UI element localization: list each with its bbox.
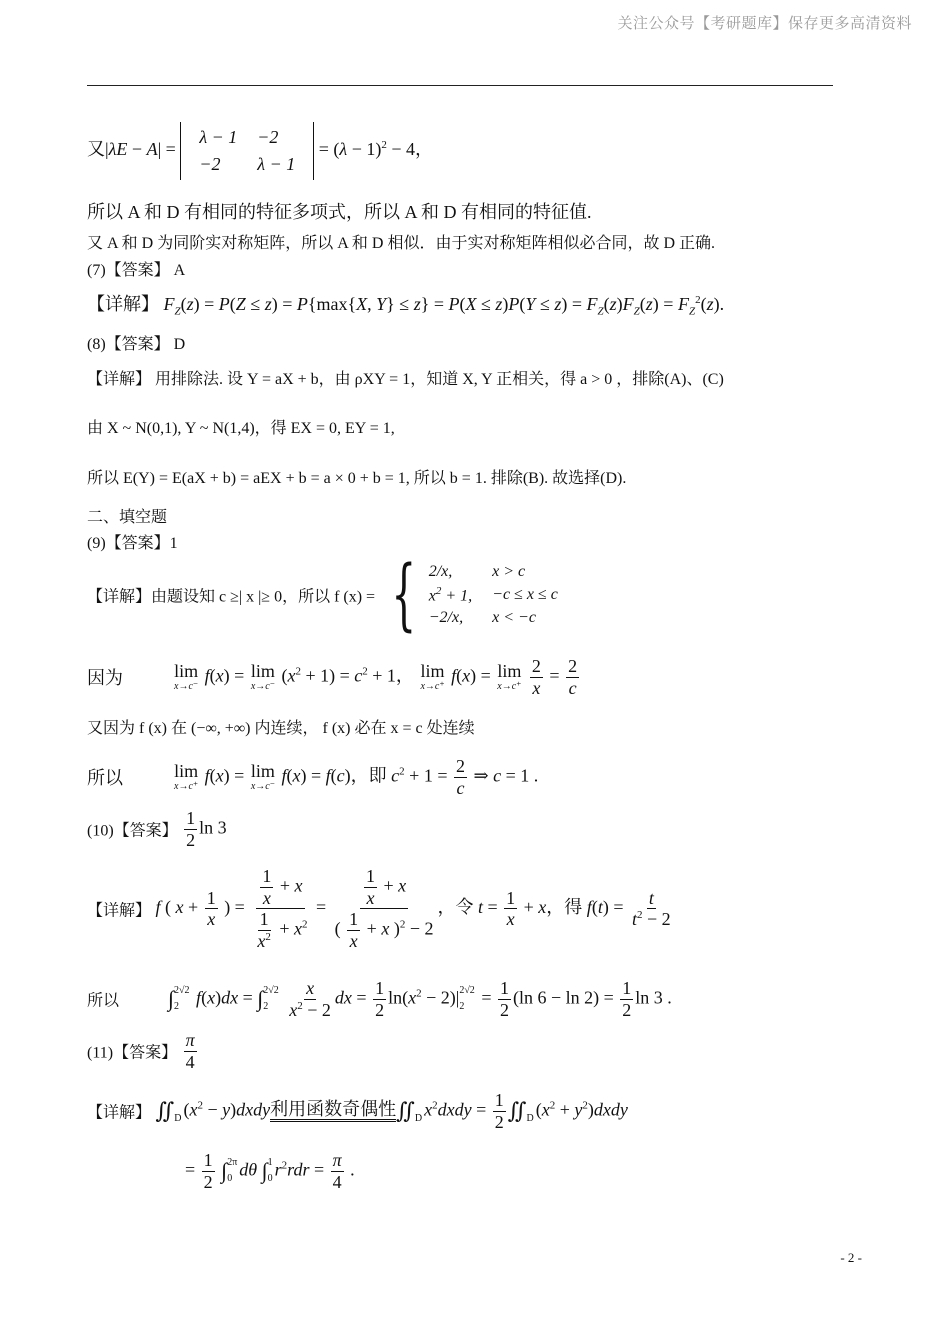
q10-answer-label: (10)【答案】 <box>87 822 178 840</box>
q9-continuity: 又因为 f (x) 在 (−∞, +∞) 内连续， f (x) 必在 x = c 处连续 <box>87 720 475 737</box>
text-you: 又 <box>87 139 105 160</box>
q9-conclusion: 所以 lim x→c⁺ f(x) = lim x→c⁻ f(x) = f(c)，即 $c^2 + 1$ = $\frac{2}{c}$ ⇒ c = 1 . <box>87 756 539 798</box>
q8-line2: 由 X ~ N(0,1), Y ~ N(1,4)，得 EX = 0, EY = 1, <box>87 420 395 437</box>
q10-detail: 【详解】 f ( x + $\frac{1}{x}$ ) = $\frac{1}{x}$ + x $\frac{1}{x^2}$ + $x^2$ = $\frac{1}{x}$ + x ( $\frac{1}{x}$ + x )$^2$ − 2 ，令 t = $\frac{1}{x}$ + x，得 f(t) = $\frac{t}{t^2 - 2}$ <box>87 866 671 952</box>
section-fill-blank: 二、填空题 <box>87 509 168 526</box>
q11-detail: 【详解】 ∬ D ($x^2$ − y)dxdy利用函数奇偶性∬ D $x^2dxdy$ = $\frac{1}{2}$ ∬ D ($x^2$ + $y^2)dxdy$ <box>87 1090 628 1132</box>
q10-answer: (10)【答案】 $\frac{1}{2}$ ln 3 <box>87 808 227 850</box>
header-rule <box>87 85 833 86</box>
q9-limits: 因为 lim x→c⁻ f(x) = lim x→c⁻ $(x^2 + 1) = c^2 + 1$， lim x→c⁺ f(x) = lim x→c⁺ $\frac{2}{x}$ = $\frac{2}{c}$ <box>87 656 578 698</box>
q11-answer: (11)【答案】 $\frac{\pi}{4}$ <box>87 1030 195 1072</box>
q7-answer: (7)【答案】 A <box>87 262 186 279</box>
q11-polar: = $\frac{1}{2}$ ∫ 2π 0 dθ ∫ 1 0 $r^2rdr$ = $\frac{\pi}{4}$ . <box>185 1150 355 1192</box>
piecewise-function: { 2/x, x > c $x^2 + 1$, −c ≤ x ≤ c −2/x, x < −c <box>391 550 558 640</box>
q8-answer: (8)【答案】 D <box>87 336 186 353</box>
so-label: 所以 <box>87 992 120 1010</box>
because-label: 因为 <box>87 668 123 689</box>
math-det: |λE − A| = λ − 1 −2 −2 λ − 1 = $(\lambda - 1)^2 - 4$ <box>105 139 415 159</box>
page-number: - 2 - <box>840 1250 862 1265</box>
detail-label: 【详解】 <box>87 902 152 920</box>
q9-detail-text: 【详解】由题设知 c ≥| x |≥ 0，所以 f (x) = <box>87 588 376 606</box>
text-comma: ， <box>415 139 433 160</box>
detail-label: 【详解】 <box>87 294 159 314</box>
eigen-line: 所以 A 和 D 有相同的特征多项式，所以 A 和 D 有相同的特征值. <box>87 202 592 222</box>
q8-detail: 【详解】 用排除法. 设 Y = aX + b，由 ρXY = 1，知道 X, Y 正相关，得 a > 0 ，排除(A)、(C) <box>87 371 724 388</box>
q7-detail <box>87 290 724 318</box>
q11-answer-label: (11)【答案】 <box>87 1044 178 1062</box>
symmetry-note: 利用函数奇偶性 <box>270 1099 396 1122</box>
so-label: 所以 <box>87 768 123 789</box>
q8-line3: 所以 E(Y) = E(aX + b) = aEX + b = a × 0 + b = 1, 所以 b = 1. 排除(B). 故选择(D). <box>87 470 627 487</box>
watermark: 关注公众号【考研题库】保存更多高清资料 <box>617 16 912 32</box>
detail-label: 【详解】 <box>87 1104 152 1122</box>
math-q7: $F_Z(z) = P(Z \le z) = P\{\max\{X$, $Y\} \le z\} = P(X \le z)P(Y \le z) = F_Z(z)F_Z(z) = F_Z^2(z)$. <box>163 294 725 318</box>
det-line <box>87 122 433 180</box>
similar-line: 又 A 和 D 为同阶实对称矩阵，所以 A 和 D 相似．由于实对称矩阵相似必合同，故 D 正确. <box>87 235 716 252</box>
q10-integral: 所以 ∫ 2√2 2 f(x)dx = ∫ 2√2 2 $\frac{x}{x^2 - 2}$ dx = $\frac{1}{2}$ $\ln(x^2 - 2)|$ 2√2 2 = $\frac{1}{2}$ (ln 6 − ln 2) = $\frac{1}{2}$ ln 3 . <box>87 978 672 1020</box>
q9-answer: (9)【答案】1 <box>87 535 178 552</box>
q9-detail <box>87 550 568 640</box>
